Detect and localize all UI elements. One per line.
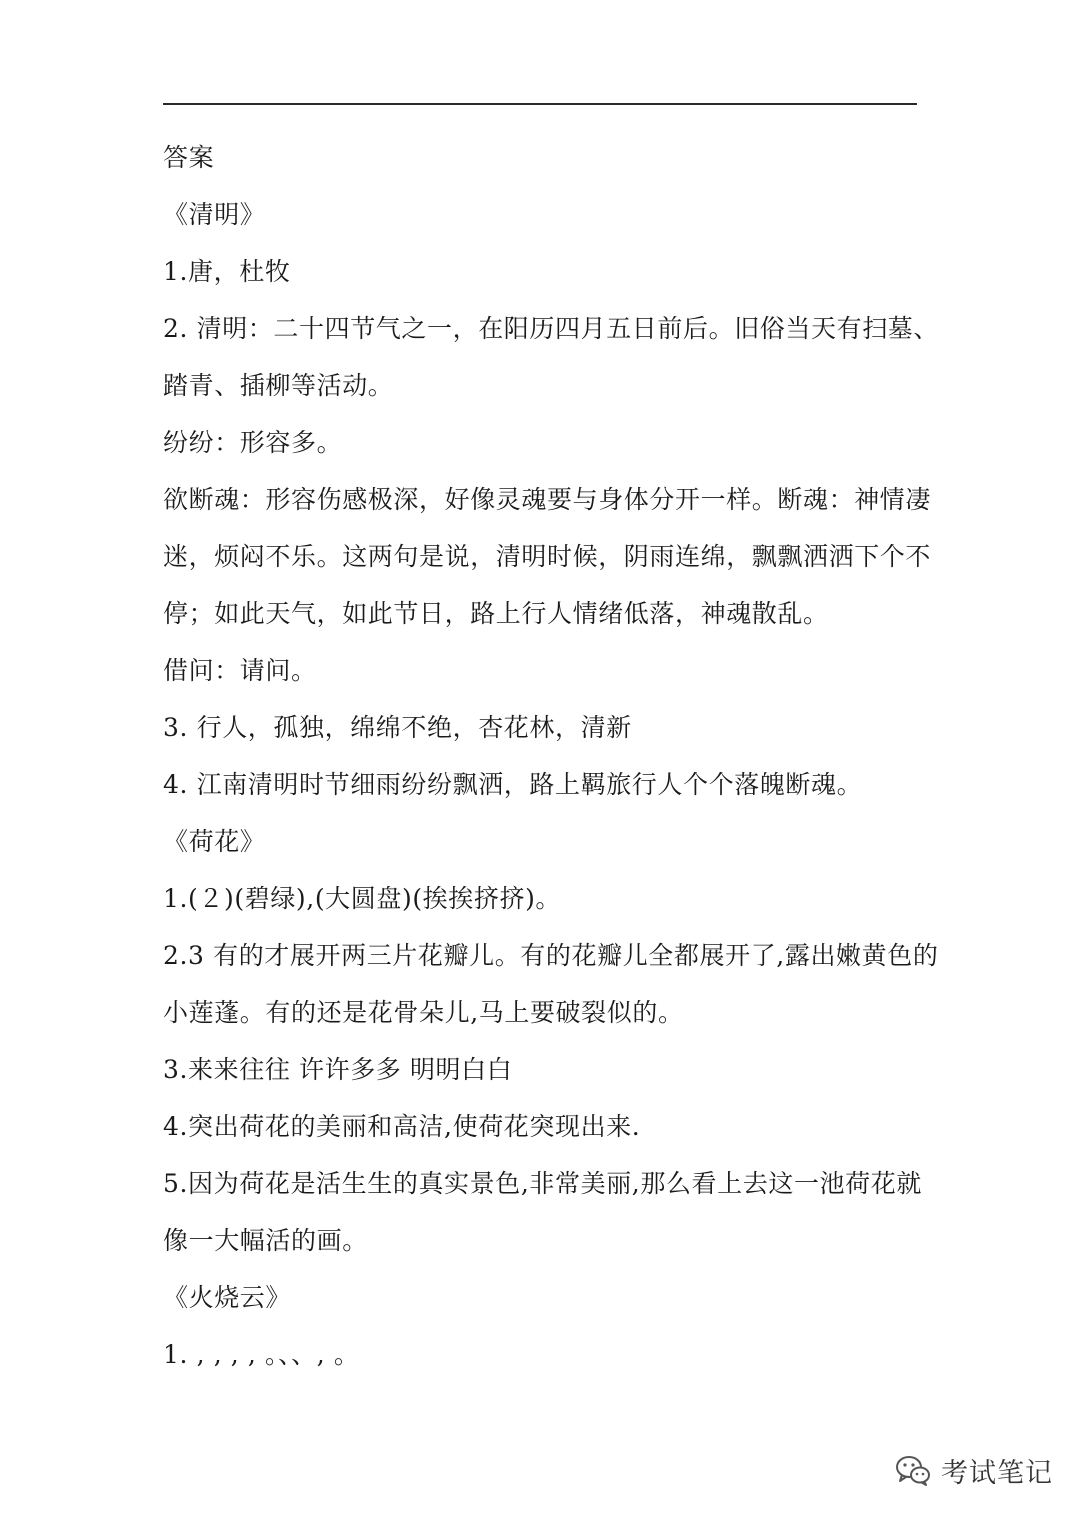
watermark: [893, 1448, 1053, 1492]
text-line: 4.突出荷花的美丽和高洁,使荷花突现出来.: [163, 1112, 641, 1141]
wechat-icon: [893, 1450, 933, 1490]
text-line: 4. 江南清明时节细雨纷纷飘洒，路上羁旅行人个个落魄断魂。: [163, 770, 863, 799]
text-line: 像一大幅活的画。: [163, 1226, 368, 1255]
watermark-text: 考试笔记: [941, 1457, 1053, 1489]
text-line: 小莲蓬。有的还是花骨朵儿,马上要破裂似的。: [163, 998, 684, 1027]
section-title-hehua: 《荷花》: [163, 827, 266, 856]
text-line: 1.(２)(碧绿),(大圆盘)(挨挨挤挤)。: [163, 884, 562, 913]
text-line: 停；如此天气，如此节日，路上行人情绪低落，神魂散乱。: [163, 599, 829, 628]
text-line: 3.来来往往 许许多多 明明白白: [163, 1055, 513, 1084]
text-line: 2.3 有的才展开两三片花瓣儿。有的花瓣儿全都展开了,露出嫩黄色的: [163, 941, 939, 970]
text-line: 1.唐，杜牧: [163, 257, 291, 286]
text-line: 欲断魂：形容伤感极深，好像灵魂要与身体分开一样。断魂：神情凄: [163, 485, 932, 514]
text-line: 2. 清明：二十四节气之一，在阳历四月五日前后。旧俗当天有扫墓、: [163, 314, 940, 343]
text-line: 5.因为荷花是活生生的真实景色,非常美丽,那么看上去这一池荷花就: [163, 1169, 922, 1198]
text-line: 借问：请问。: [163, 656, 317, 685]
text-line: 踏青、插柳等活动。: [163, 371, 394, 400]
text-line: 1. , , , , 。、、, 。: [163, 1340, 360, 1369]
section-title-qingming: 《清明》: [163, 200, 266, 229]
section-title-huoshaoyun: 《火烧云》: [163, 1283, 292, 1312]
text-line: 纷纷：形容多。: [163, 428, 343, 457]
text-line: 迷，烦闷不乐。这两句是说，清明时候，阴雨连绵，飘飘洒洒下个不: [163, 542, 932, 571]
top-divider: [163, 103, 917, 105]
text-line: 3. 行人，孤独，绵绵不绝，杏花林，清新: [163, 713, 632, 742]
answer-heading: 答案: [163, 143, 215, 172]
